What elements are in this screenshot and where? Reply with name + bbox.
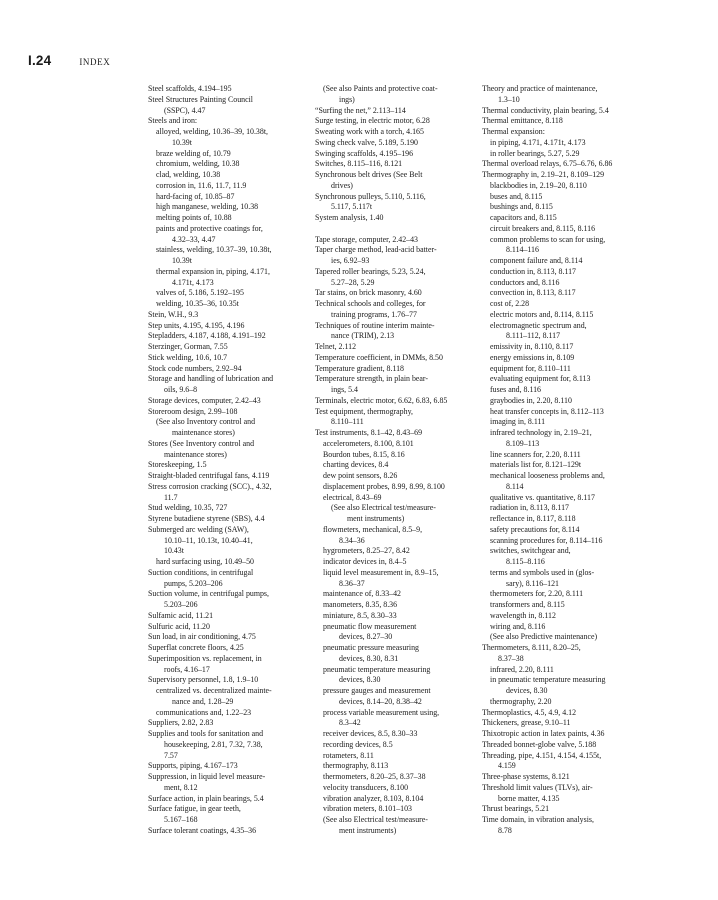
index-entry: Stepladders, 4.187, 4.188, 4.191–192	[148, 331, 266, 341]
page-number: I.24	[28, 53, 52, 68]
index-subentry: flowmeters, mechanical, 8.5–9,	[323, 524, 423, 534]
index-entry-continuation: 5.167–168	[164, 815, 198, 824]
index-subentry: energy emissions in, 8.109	[490, 352, 575, 362]
index-column-3	[482, 84, 650, 837]
index-column-2	[315, 84, 473, 837]
index-entry: Stock code numbers, 2.92–94	[148, 363, 242, 373]
index-entry: Thermal expansion:	[482, 127, 545, 136]
index-subentry: reflectance in, 8.117, 8.118	[490, 514, 576, 523]
index-entry-continuation: 8.114	[506, 481, 524, 491]
index-entry: Sulfamic acid, 11.21	[148, 610, 214, 620]
index-entry: Time domain, in vibration analysis,	[482, 815, 594, 824]
index-subentry: velocity transducers, 8.100	[323, 782, 409, 792]
index-entry: Temperature strength, in plain bear-	[315, 374, 428, 384]
index-subentry: displacement probes, 8.99, 8.99, 8.100	[323, 481, 445, 491]
index-entry: Suction volume, in centrifugal pumps,	[148, 589, 269, 599]
index-entry: Stick welding, 10.6, 10.7	[148, 352, 228, 362]
index-entry: “Surfing the net,” 2.113–114	[315, 105, 406, 115]
index-subentry: cost of, 2.28	[490, 299, 530, 308]
index-subentry: valves of, 5.186, 5.192–195	[156, 288, 244, 298]
index-entry-continuation: ings, 5.4	[331, 385, 358, 394]
index-subentry: conductors and, 8.116	[490, 277, 560, 287]
index-subentry: stainless, welding, 10.37–39, 10.38t,	[156, 245, 272, 255]
index-entry-continuation: 10.39t	[172, 256, 192, 265]
index-entry-continuation: 8.114–116	[506, 245, 539, 255]
index-subentry: liquid level measurement in, 8.9–15,	[323, 567, 439, 577]
index-subentry: electric motors and, 8.114, 8.115	[490, 309, 594, 319]
index-entry: Step units, 4.195, 4.195, 4.196	[148, 320, 245, 330]
index-subentry: capacitors and, 8.115	[490, 213, 557, 222]
index-entry: Surface action, in plain bearings, 5.4	[148, 793, 264, 803]
index-entry: Swing check valve, 5.189, 5.190	[315, 137, 418, 147]
index-entry: Thermometers, 8.111, 8.20–25,	[482, 643, 581, 652]
index-entry-continuation: borne matter, 4.135	[498, 793, 560, 803]
index-entry: Straight-bladed centrifugal fans, 4.119	[148, 471, 270, 480]
index-entry: Steel scaffolds, 4.194–195	[148, 84, 232, 93]
index-subentry: buses and, 8.115	[490, 191, 543, 201]
index-subentry: charting devices, 8.4	[323, 460, 389, 470]
index-entry-continuation: nance and, 1.28–29	[172, 696, 234, 706]
index-subentry: wiring and, 8.116	[490, 621, 546, 631]
index-subentry: chromium, welding, 10.38	[156, 159, 240, 169]
index-entry: Suppression, in liquid level measure-	[148, 772, 266, 781]
index-subentry: line scanners for, 2.20, 8.111	[490, 449, 581, 459]
index-subentry: safety precautions for, 8.114	[490, 524, 580, 534]
index-entry-continuation: (SSPC), 4.47	[164, 105, 206, 115]
index-subentry: rotameters, 8.11	[323, 750, 374, 760]
index-subentry: electromagnetic spectrum and,	[490, 320, 587, 330]
index-entry: Sterzinger, Gorman, 7.55	[148, 342, 228, 351]
index-entry-continuation: maintenance stores)	[172, 428, 235, 437]
index-subentry: switches, switchgear and,	[490, 546, 571, 556]
index-entry: Steel Structures Painting Council	[148, 94, 253, 104]
index-subentry: vibration analyzer, 8.103, 8.104	[323, 793, 424, 803]
index-entry-continuation: 8.34–36	[339, 535, 365, 545]
index-subentry: (See also Paints and protective coat-	[323, 84, 438, 93]
index-entry-continuation: nance (TRIM), 2.13	[331, 331, 395, 341]
index-subentry: thermometers, 8.20–25, 8.37–38	[323, 772, 426, 781]
index-entry-continuation: oils, 9.6–8	[164, 385, 198, 394]
index-entry-continuation: sary), 8.116–121	[506, 578, 559, 588]
index-entry: Swinging scaffolds, 4.195–196	[315, 148, 414, 158]
index-entry-continuation: drives)	[331, 180, 353, 190]
index-entry: Theory and practice of maintenance,	[482, 84, 598, 93]
index-entry: Suppliers, 2.82, 2.83	[148, 718, 214, 728]
index-entry-continuation: 8.3–42	[339, 718, 361, 728]
index-subentry: infrared technology in, 2.19–21,	[490, 428, 592, 437]
index-entry-continuation: training programs, 1.76–77	[331, 309, 417, 319]
index-entry: Supports, piping, 4.167–173	[148, 761, 238, 771]
index-entry: Synchronous belt drives (See Belt	[315, 170, 423, 179]
index-subentry: centralized vs. decentralized mainte-	[156, 686, 272, 695]
index-subentry: graybodies in, 2.20, 8.110	[490, 395, 572, 405]
index-entry: Sweating work with a torch, 4.165	[315, 127, 424, 136]
index-entry: Threshold limit values (TLVs), air-	[482, 782, 593, 792]
index-subentry: paints and protective coatings for,	[156, 223, 263, 233]
index-entry-continuation: 8.115–8.116	[506, 557, 545, 566]
index-subentry: (See also Predictive maintenance)	[490, 632, 598, 642]
index-entry: Tapered roller bearings, 5.23, 5.24,	[315, 266, 426, 276]
index-subentry: miniature, 8.5, 8.30–33	[323, 610, 397, 620]
index-entry-continuation: housekeeping, 2.81, 7.32, 7.38,	[164, 739, 263, 749]
index-entry-continuation: 8.37–38	[498, 653, 524, 663]
index-entry-continuation: 5.117, 5.117t	[331, 202, 373, 212]
index-entry-continuation: 4.32–33, 4.47	[172, 234, 216, 244]
index-entry: Suction conditions, in centrifugal	[148, 567, 254, 577]
index-entry-continuation: 11.7	[164, 492, 178, 502]
index-entry: Tape storage, computer, 2.42–43	[315, 234, 418, 244]
index-entry: Superflat concrete floors, 4.25	[148, 643, 244, 652]
index-entry-continuation: maintenance stores)	[164, 449, 227, 459]
index-entry-continuation: 4.159	[498, 761, 516, 771]
index-subentry: welding, 10.35–36, 10.35t	[156, 299, 239, 308]
index-subentry: evaluating equipment for, 8.113	[490, 374, 591, 384]
index-entry-continuation: 8.109–113	[506, 438, 540, 448]
index-subentry: circuit breakers and, 8.115, 8.116	[490, 223, 596, 233]
index-entry: Storeroom design, 2.99–108	[148, 406, 238, 416]
index-entry-continuation: 5.27–28, 5.29	[331, 277, 375, 287]
index-entry: Thermal overload relays, 6.75–6.76, 6.86	[482, 159, 613, 169]
index-entry: Thermography in, 2.19–21, 8.109–129	[482, 170, 605, 179]
index-entry: Techniques of routine interim mainte-	[315, 320, 435, 330]
index-entry: Test equipment, thermography,	[315, 406, 413, 416]
index-entry: Thermal conductivity, plain bearing, 5.4	[482, 105, 609, 115]
index-entry-continuation: devices, 8.30, 8.31	[339, 653, 399, 663]
index-subentry: pneumatic temperature measuring	[323, 664, 431, 674]
index-entry: Stores (See Inventory control and	[148, 438, 255, 448]
index-subentry: convection in, 8.113, 8.117	[490, 288, 576, 298]
index-entry: Test instruments, 8.1–42, 8.43–69	[315, 428, 423, 437]
index-subentry: vibration meters, 8.101–103	[323, 804, 412, 814]
index-entry: Thermal emittance, 8.118	[482, 116, 563, 126]
index-subentry: in pneumatic temperature measuring	[490, 675, 606, 685]
index-entry: Storeskeeping, 1.5	[148, 460, 207, 470]
index-entry: Supplies and tools for sanitation and	[148, 729, 264, 738]
index-entry-continuation: 5.203–206	[164, 600, 198, 609]
index-subentry: in roller bearings, 5.27, 5.29	[490, 148, 580, 158]
index-subentry: bushings and, 8.115	[490, 202, 553, 212]
index-subentry: braze welding of, 10.79	[156, 148, 231, 158]
index-entry: Storage devices, computer, 2.42–43	[148, 395, 261, 405]
index-subentry: in piping, 4.171, 4.171t, 4.173	[490, 137, 586, 147]
index-entry: Thrust bearings, 5.21	[482, 804, 550, 814]
index-entry-continuation: 10.43t	[164, 546, 184, 556]
index-subentry: corrosion in, 11.6, 11.7, 11.9	[156, 180, 247, 190]
index-subentry: hard-facing of, 10.85–87	[156, 191, 235, 201]
index-subentry: component failure and, 8.114	[490, 256, 583, 265]
index-entry-continuation: ies, 6.92–93	[331, 256, 370, 265]
index-subentry: receiver devices, 8.5, 8.30–33	[323, 729, 418, 738]
index-entry: Supervisory personnel, 1.8, 1.9–10	[148, 675, 259, 685]
index-subentry: communications and, 1.22–23	[156, 707, 252, 717]
index-subentry: pneumatic flow measurement	[323, 621, 417, 631]
section-title: INDEX	[79, 57, 111, 67]
index-entry-continuation: devices, 8.30	[506, 686, 548, 695]
index-entry-continuation: 7.57	[164, 750, 178, 760]
index-subentry: equipment for, 8.110–111	[490, 363, 571, 373]
index-entry-continuation: devices, 8.30	[339, 675, 381, 685]
page-header	[28, 53, 110, 68]
index-entry-continuation: 10.39t	[172, 137, 192, 147]
index-subentry: thermography, 8.113	[323, 761, 389, 771]
index-subentry: blackbodies in, 2.19–20, 8.110	[490, 180, 587, 190]
index-entry: Storage and handling of lubrication and	[148, 374, 274, 384]
index-entry: Temperature coefficient, in DMMs, 8.50	[315, 352, 443, 362]
index-entry: Stud welding, 10.35, 727	[148, 503, 228, 513]
index-subentry: process variable measurement using,	[323, 707, 440, 717]
index-entry-continuation: 8.111–112, 8.117	[506, 331, 561, 341]
index-entry-continuation: ings)	[339, 94, 355, 104]
index-entry: Submerged arc welding (SAW),	[148, 524, 249, 534]
index-subentry: scanning procedures for, 8.114–116	[490, 535, 603, 545]
index-subentry: melting points of, 10.88	[156, 213, 232, 222]
index-column-1	[148, 84, 306, 837]
index-entry: Superimposition vs. replacement, in	[148, 653, 262, 663]
index-subentry: (See also Inventory control and	[156, 417, 256, 427]
index-entry: Switches, 8.115–116, 8.121	[315, 159, 403, 169]
index-subentry: transformers and, 8.115	[490, 600, 565, 609]
index-entry: Temperature gradient, 8.118	[315, 363, 404, 373]
index-subentry: mechanical looseness problems and,	[490, 471, 605, 480]
index-entry: Steels and iron:	[148, 116, 198, 126]
index-entry-continuation: 4.171t, 4.173	[172, 277, 214, 287]
index-subentry: pressure gauges and measurement	[323, 686, 431, 695]
index-entry: Surge testing, in electric motor, 6.28	[315, 116, 430, 126]
index-subentry: thermal expansion in, piping, 4.171,	[156, 266, 270, 276]
index-subentry: fuses and, 8.116	[490, 385, 541, 394]
index-entry: Styrene butadiene styrene (SBS), 4.4	[148, 514, 265, 523]
index-entry: Surface fatigue, in gear teeth,	[148, 804, 241, 814]
index-entry: Taper charge method, lead-acid batter-	[315, 245, 437, 255]
index-entry-continuation: ment, 8.12	[164, 782, 198, 792]
index-entry: Terminals, electric motor, 6.62, 6.83, 6.85	[315, 395, 448, 405]
index-entry-continuation: pumps, 5.203–206	[164, 578, 223, 588]
index-subentry: hard surfacing using, 10.49–50	[156, 557, 254, 566]
index-subentry: infrared, 2.20, 8.111	[490, 664, 554, 674]
index-subentry: (See also Electrical test/measure-	[323, 815, 428, 824]
index-subentry: electrical, 8.43–69	[323, 492, 382, 502]
index-entry: Surface tolerant coatings, 4.35–36	[148, 825, 257, 835]
index-entry-continuation: (See also Electrical test/measure-	[331, 503, 436, 513]
index-entry-continuation: roofs, 4.16–17	[164, 664, 210, 674]
index-subentry: qualitative vs. quantitative, 8.117	[490, 492, 595, 502]
index-gap	[315, 224, 473, 235]
index-entry-continuation: 10.10–11, 10.13t, 10.40–41,	[164, 535, 253, 545]
index-subentry: Bourdon tubes, 8.15, 8.16	[323, 449, 405, 459]
index-subentry: common problems to scan for using,	[490, 234, 606, 244]
index-subentry: terms and symbols used in (glos-	[490, 567, 595, 577]
index-entry: Stein, W.H., 9.3	[148, 309, 199, 319]
index-subentry: radiation in, 8.113, 8.117	[490, 503, 569, 513]
index-entry: Sulfuric acid, 11.20	[148, 621, 210, 631]
index-entry: Sun load, in air conditioning, 4.75	[148, 632, 256, 642]
index-entry-continuation: 8.78	[498, 825, 512, 835]
index-subentry: pneumatic pressure measuring	[323, 643, 419, 652]
index-entry: Tar stains, on brick masonry, 4.60	[315, 288, 422, 298]
index-subentry: accelerometers, 8.100, 8.101	[323, 438, 414, 448]
index-entry-continuation: 1.3–10	[498, 94, 520, 104]
index-entry: Thixotropic action in latex paints, 4.36	[482, 729, 605, 738]
index-entry-continuation: devices, 8.27–30	[339, 632, 393, 642]
index-subentry: alloyed, welding, 10.36–39, 10.38t,	[156, 127, 268, 136]
index-entry: Threading, pipe, 4.151, 4.154, 4.155t,	[482, 750, 602, 760]
index-entry: Technical schools and colleges, for	[315, 299, 426, 308]
index-subentry: materials list for, 8.121–129t	[490, 460, 582, 470]
index-entry: Threaded bonnet-globe valve, 5.188	[482, 739, 597, 749]
index-entry: Three-phase systems, 8.121	[482, 772, 570, 781]
index-subentry: heat transfer concepts in, 8.112–113	[490, 406, 604, 416]
index-subentry: thermometers for, 2.20, 8.111	[490, 589, 584, 599]
index-subentry: dew point sensors, 8.26	[323, 471, 398, 480]
index-subentry: maintenance of, 8.33–42	[323, 589, 402, 599]
index-subentry: recording devices, 8.5	[323, 739, 393, 749]
index-subentry: thermography, 2.20	[490, 696, 552, 706]
index-entry-continuation: 8.110–111	[331, 417, 364, 427]
index-subentry: emissivity in, 8.110, 8.117	[490, 342, 574, 351]
index-entry: Telnet, 2.112	[315, 342, 357, 351]
index-entry-continuation: devices, 8.14–20, 8.38–42	[339, 696, 422, 706]
index-subentry: conduction in, 8.113, 8.117	[490, 266, 576, 276]
index-subentry: clad, welding, 10.38	[156, 170, 221, 179]
index-entry: Thickeners, grease, 9.10–11	[482, 718, 571, 728]
index-subentry: imaging in, 8.111	[490, 417, 546, 427]
index-entry: System analysis, 1.40	[315, 213, 384, 222]
index-subentry: high manganese, welding, 10.38	[156, 202, 259, 212]
index-subentry: manometers, 8.35, 8.36	[323, 600, 398, 609]
index-entry-continuation: ment instruments)	[347, 514, 405, 523]
index-subentry: indicator devices in, 8.4–5	[323, 557, 407, 566]
index-entry: Synchronous pulleys, 5.110, 5.116,	[315, 191, 426, 201]
index-subentry: hygrometers, 8.25–27, 8.42	[323, 546, 410, 556]
index-entry-continuation: ment instruments)	[339, 825, 397, 835]
index-entry-continuation: 8.36–37	[339, 578, 365, 588]
index-entry: Stress corrosion cracking (SCC)., 4.32,	[148, 481, 272, 491]
index-subentry: wavelength in, 8.112	[490, 610, 556, 620]
index-entry: Thermoplastics, 4.5, 4.9, 4.12	[482, 707, 577, 717]
